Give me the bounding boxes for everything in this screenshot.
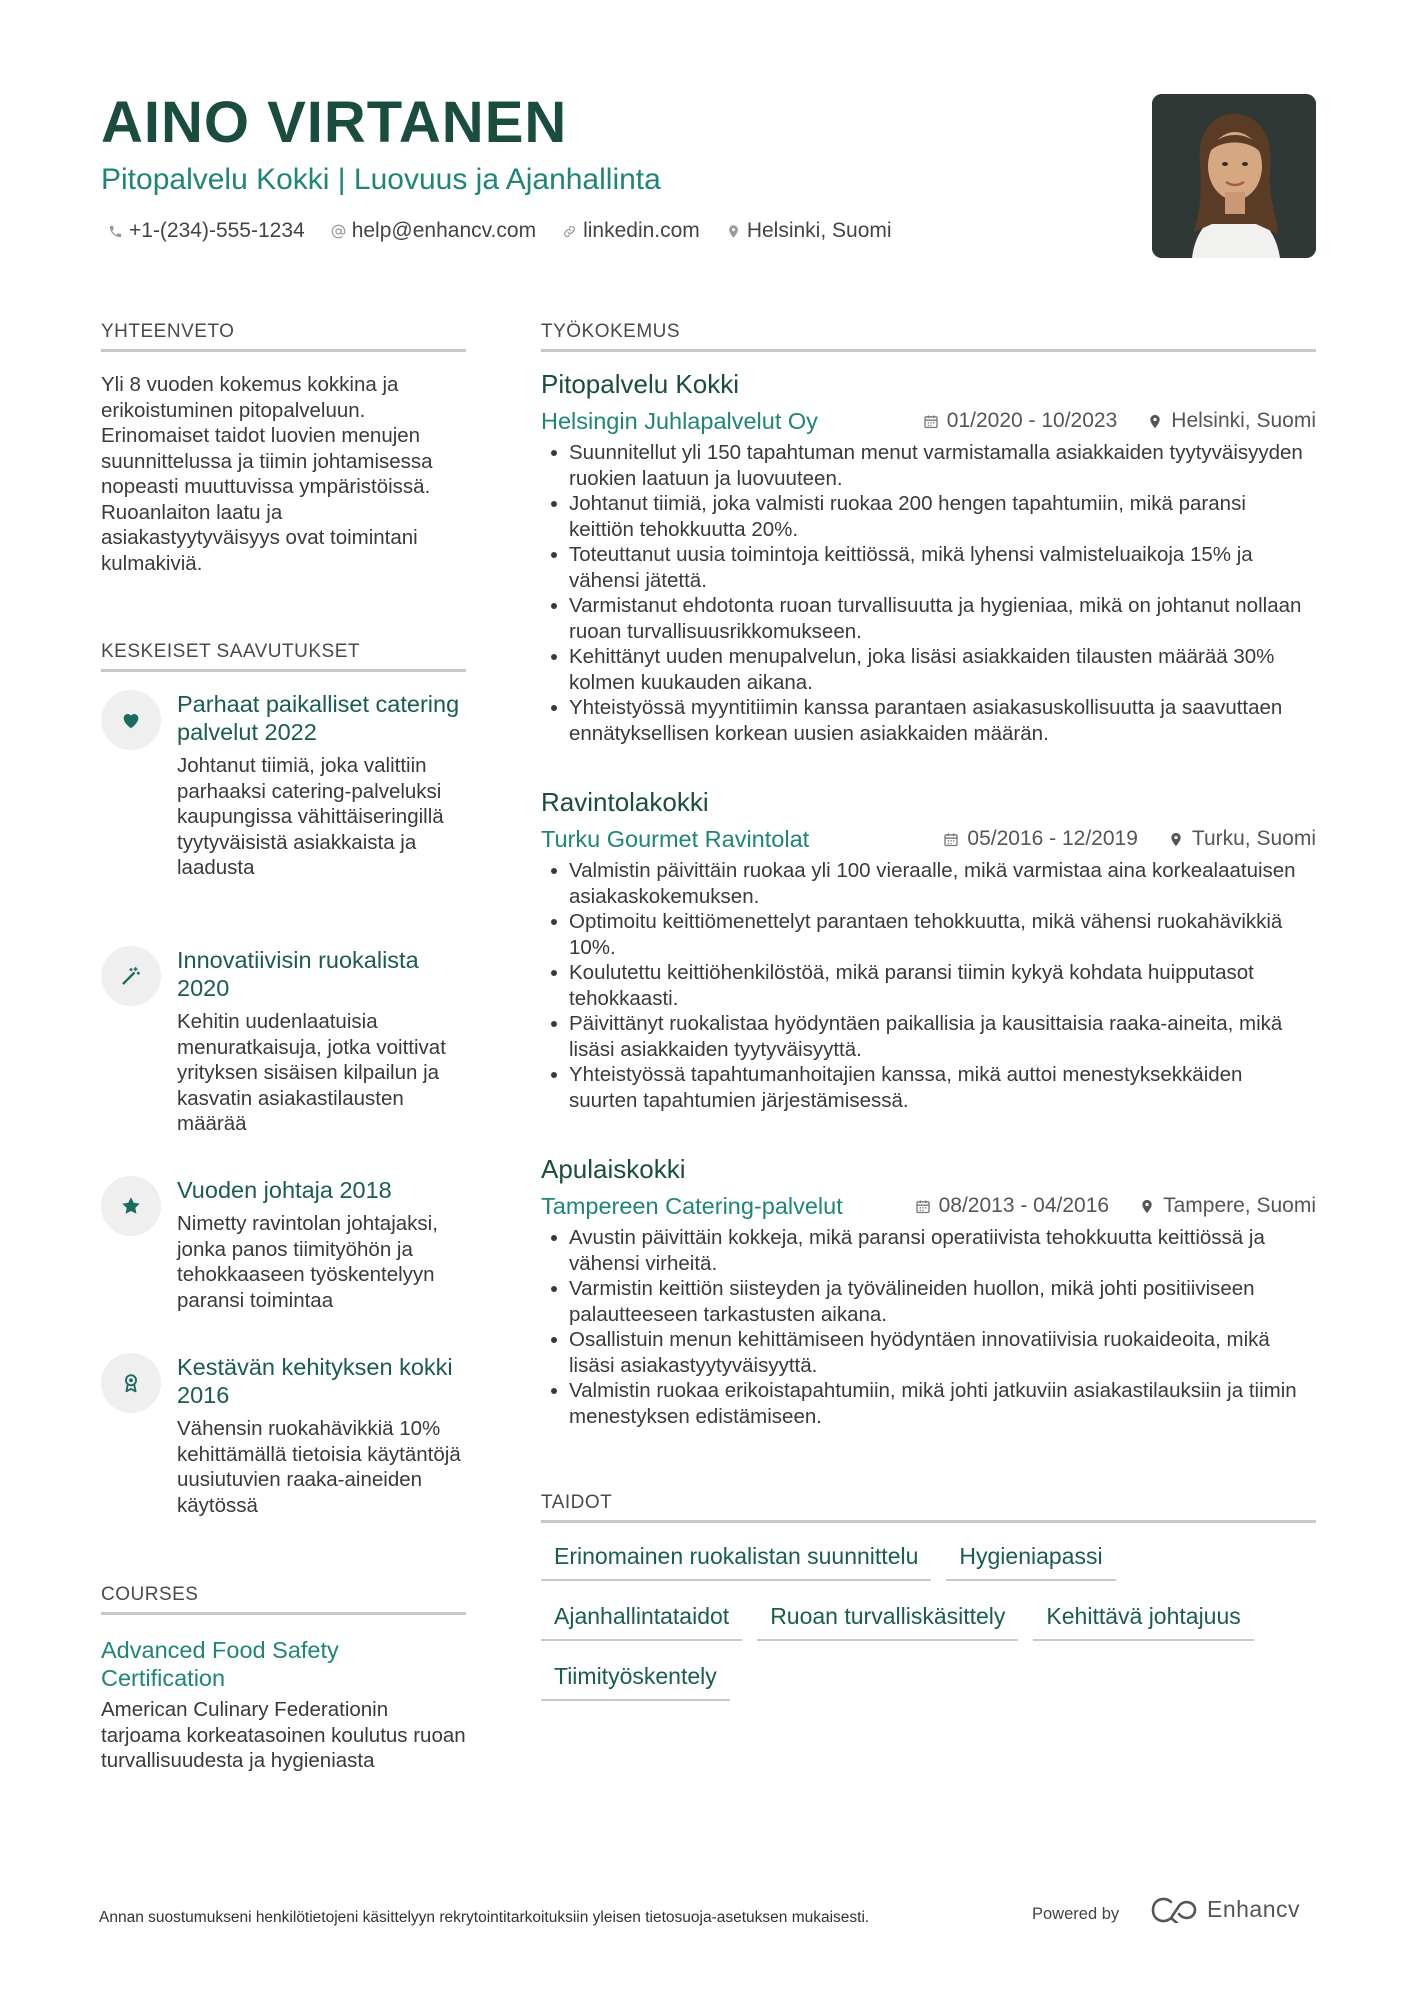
phone-icon [108, 224, 123, 239]
bullet-item: Varmistin keittiön siisteyden ja työvälineiden huollon, mikä johti positiiviseen palautteeseen tarkastusten aikana. [569, 1276, 1316, 1327]
skill-tag: Kehittävä johtajuus [1033, 1601, 1253, 1641]
star-icon [120, 1195, 142, 1217]
course-title: Advanced Food Safety Certification [101, 1637, 339, 1691]
company-name: Tampereen Catering-palvelut [541, 1193, 843, 1219]
summary-text: Yli 8 vuoden kokemus kokkina ja erikoistuminen pitopalveluun. Erinomaiset taidot luovien menujen suunnittelussa ja tiimin johtamisessa nopeasti muuttuvissa ympäristöissä. Ruoanlaiton laatu ja asiakastyytyväisyys ovat toimintani kulmakiviä. [101, 373, 433, 575]
job-location: Turku, Suomi [1168, 824, 1316, 854]
at-icon [331, 224, 346, 239]
bullet-item: Yhteistyössä tapahtumanhoitajien kanssa, mikä auttoi menestyksekkäiden suurten tapahtumien järjestämisessä. [569, 1062, 1316, 1113]
achievement-desc: Vähensin ruokahävikkiä 10% kehittämällä tietoisia käytäntöjä uusiutuvien raaka-aineiden käytössä [177, 1417, 461, 1517]
bullet-item: Koulutettu keittiöhenkilöstöä, mikä paransi tiimin kykyä kohdata huipputasot tehokkaasti. [569, 960, 1316, 1011]
portrait-image [1152, 94, 1316, 258]
skill-tag: Ruoan turvalliskäsittely [757, 1601, 1018, 1641]
enhancv-brand-text: Enhancv [1207, 1896, 1301, 1922]
bullet-item: Optimoitu keittiömenettelyt parantaen tehokkuutta, mikä vähensi ruokahävikkiä 10%. [569, 909, 1316, 960]
profile-photo [1152, 94, 1316, 258]
job-location: Tampere, Suomi [1139, 1191, 1316, 1221]
bullet-item: Suunnitellut yli 150 tapahtuman menut varmistamalla asiakkaiden tyytyväisyyden ruokien laatuun ja luovuuteen. [569, 440, 1316, 491]
achievement-desc: Johtanut tiimiä, joka valittiin parhaaksi catering-palveluksi kaupungissa vähittäiseringillä tyytyväisistä asiakkaista ja laadusta [177, 754, 444, 879]
link-icon [562, 224, 577, 239]
bullet-item: Valmistin päivittäin ruokaa yli 100 vieraalle, mikä varmistaa aina korkealaatuisen asiakaskokemuksen. [569, 858, 1316, 909]
experience-heading: TYÖKOKEMUS [541, 321, 1316, 352]
contact-location [726, 219, 892, 243]
job-bullets [541, 858, 1316, 1113]
skills-list [541, 1541, 1316, 1701]
phone-text: +1-(234)-555-1234 [129, 219, 305, 242]
skill-tag: Hygieniapassi [946, 1541, 1115, 1581]
consent-note: Annan suostumukseni henkilötietojeni käsittelyyn rekrytointitarkoituksiin yleisen tietosuoja-asetuksen mukaisesti. [99, 1909, 870, 1926]
skill-tag: Ajanhallintataidot [541, 1601, 742, 1641]
job-title: Apulaiskokki [541, 1154, 686, 1184]
bullet-item: Avustin päivittäin kokkeja, mikä paransi operatiivista tehokkuutta keittiössä ja vähensi virheitä. [569, 1225, 1316, 1276]
bullet-item: Osallistuin menun kehittämiseen hyödyntäen innovatiivisia ruokaideoita, mikä lisäsi asiakastyytyväisyyttä. [569, 1327, 1316, 1378]
job-bullets [541, 1225, 1316, 1429]
location-text: Helsinki, Suomi [746, 219, 892, 242]
location-pin-icon [1147, 413, 1163, 430]
achievement-title: Vuoden johtaja 2018 [177, 1177, 392, 1203]
job-title: Ravintolakokki [541, 787, 709, 817]
location-pin-icon [1139, 1198, 1155, 1215]
company-name: Helsingin Juhlapalvelut Oy [541, 408, 818, 434]
enhancv-brand[interactable] [1151, 1896, 1300, 1923]
magic-wand-icon [120, 965, 142, 987]
candidate-name: AINO VIRTANEN [101, 90, 568, 155]
heart-icon [120, 709, 142, 731]
contact-email[interactable] [331, 219, 536, 243]
company-name: Turku Gourmet Ravintolat [541, 826, 810, 852]
job-dates: 08/2013 - 04/2016 [915, 1191, 1109, 1221]
location-pin-icon [1168, 831, 1184, 848]
location-pin-icon [726, 224, 741, 239]
calendar-icon [915, 1198, 931, 1215]
achievements-heading: KESKEISET SAAVUTUKSET [101, 641, 466, 672]
achievement-desc: Nimetty ravintolan johtajaksi, jonka panos tiimityöhön ja tehokkaaseen työskentelyyn paransi toimintaa [177, 1212, 438, 1312]
bullet-item: Päivittänyt ruokalistaa hyödyntäen paikallisia ja kausittaisia raaka-aineita, mikä lisäsi asiakkaiden tyytyväisyyttä. [569, 1011, 1316, 1062]
calendar-icon [923, 413, 939, 430]
achievement-desc: Kehitin uudenlaatuisia menuratkaisuja, jotka voittivat yrityksen sisäisen kilpailun ja kasvatin asiakastilausten määrää [177, 1010, 446, 1135]
powered-by-label: Powered by [1032, 1905, 1120, 1923]
bullet-item: Varmistanut ehdotonta ruoan turvallisuutta ja hygieniaa, mikä on johtanut nollaan ruoan turvallisuusrikkomukseen. [569, 593, 1316, 644]
summary-heading: YHTEENVETO [101, 321, 466, 352]
job-dates: 05/2016 - 12/2019 [943, 824, 1137, 854]
courses-heading: COURSES [101, 1584, 466, 1615]
bullet-item: Johtanut tiimiä, joka valmisti ruokaa 200 hengen tapahtumiin, mikä paransi keittiön tehokkuutta 20%. [569, 491, 1316, 542]
skills-heading: TAIDOT [541, 1492, 1316, 1523]
course-desc: American Culinary Federationin tarjoama korkeatasoinen koulutus ruoan turvallisuudesta ja hygieniasta [101, 1698, 466, 1772]
email-text: help@enhancv.com [351, 219, 537, 242]
contact-bar [108, 219, 892, 243]
skill-tag: Erinomainen ruokalistan suunnittelu [541, 1541, 931, 1581]
headline: Pitopalvelu Kokki | Luovuus ja Ajanhallinta [101, 163, 661, 196]
job-dates: 01/2020 - 10/2023 [923, 406, 1117, 436]
bullet-item: Toteuttanut uusia toimintoja keittiössä, mikä lyhensi valmisteluaikoja 15% ja vähensi jätettä. [569, 542, 1316, 593]
achievement-title: Kestävän kehityksen kokki 2016 [177, 1354, 453, 1408]
bullet-item: Yhteistyössä myyntitiimin kanssa parantaen asiakasuskollisuutta ja saavuttaen ennätyksellisen korkean uusien asiakkaiden määrän. [569, 695, 1316, 746]
award-ribbon-icon [120, 1372, 142, 1394]
job-title: Pitopalvelu Kokki [541, 369, 739, 399]
achievement-title: Innovatiivisin ruokalista 2020 [177, 947, 419, 1001]
job-location: Helsinki, Suomi [1147, 406, 1316, 436]
contact-linkedin[interactable] [562, 219, 700, 243]
calendar-icon [943, 831, 959, 848]
achievement-title: Parhaat paikalliset catering palvelut 2022 [177, 691, 460, 745]
job-bullets [541, 440, 1316, 746]
skill-tag: Tiimityöskentely [541, 1661, 730, 1701]
bullet-item: Valmistin ruokaa erikoistapahtumiin, mikä johti jatkuviin asiakastilauksiin ja tiimin menestyksen edistämiseen. [569, 1378, 1316, 1429]
contact-phone[interactable] [108, 219, 305, 243]
linkedin-text: linkedin.com [583, 219, 700, 242]
enhancv-logo-icon [1151, 1897, 1197, 1923]
bullet-item: Kehittänyt uuden menupalvelun, joka lisäsi asiakkaiden tilausten määrää 30% kolmen kuukauden aikana. [569, 644, 1316, 695]
